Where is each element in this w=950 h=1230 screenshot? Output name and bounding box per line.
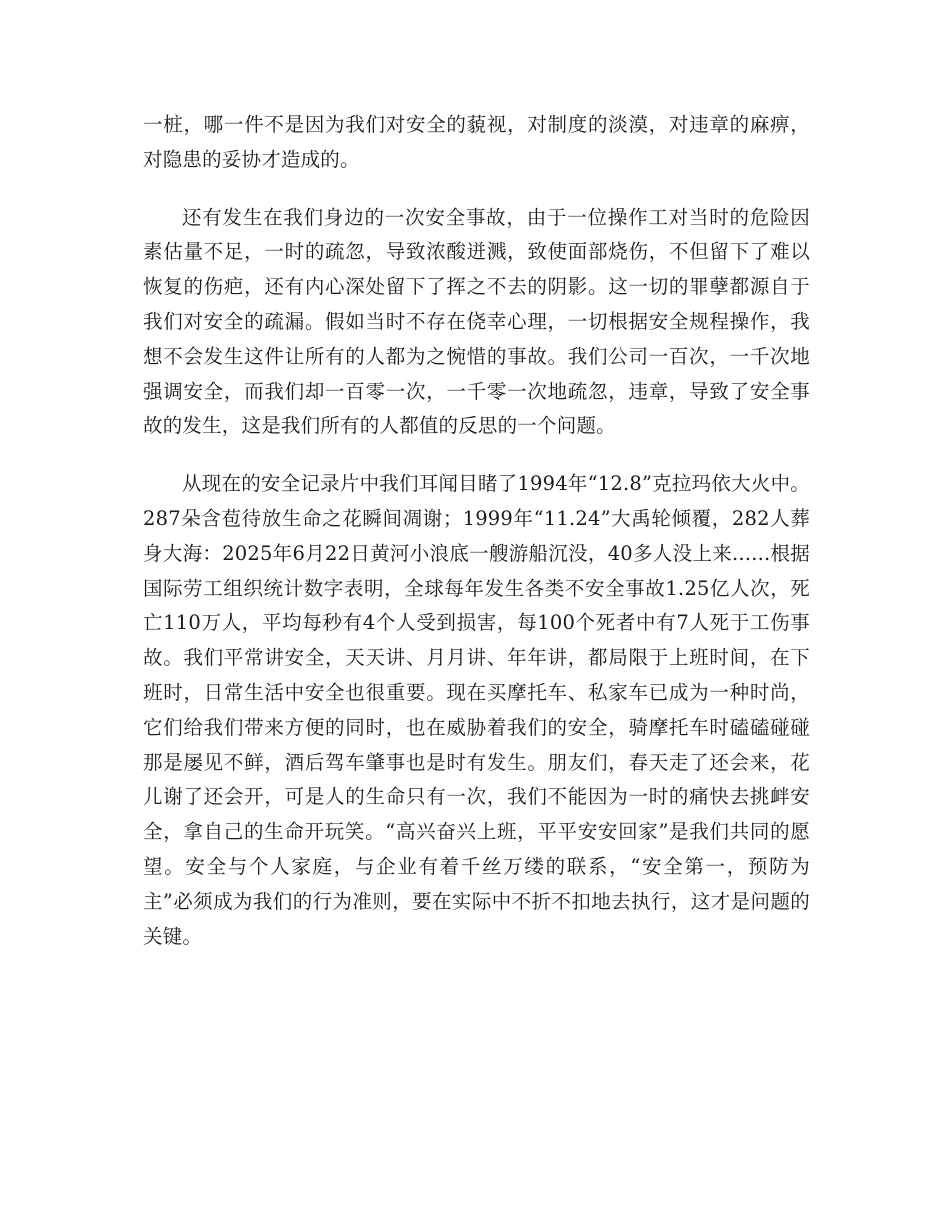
paragraph-gap [143, 444, 810, 467]
paragraph-accident-story: 还有发生在我们身边的一次安全事故，由于一位操作工对当时的危险因素估量不足，一时的疏忽，导致浓酸迸溅，致使面部烧伤，不但留下了难以恢复的伤疤，还有内心深处留下了挥之不去的阴影。这一切的罪孽都源自于我们对安全的疏漏。假如当时不存在侥幸心理，一切根据安全规程操作，我想不会发生这件让所有的人都为之惋惜的事故。我们公司一百次，一千次地强调安全，而我们却一百零一次，一千零一次地疏忽，违章，导致了安全事故的发生，这是我们所有的人都值的反思的一个问题。 [143, 205, 810, 438]
paragraph-continuation: 一桩，哪一件不是因为我们对安全的藐视，对制度的淡漠，对违章的麻痹，对隐患的妥协才造成的。 [143, 113, 810, 171]
paragraph-gap [143, 178, 810, 201]
paragraph-safety-records: 从现在的安全记录片中我们耳闻目睹了1994年“12.8”克拉玛依大火中。287朵含苞待放生命之花瞬间凋谢；1999年“11.24”大禹轮倾覆，282人葬身大海：2025年6月22日黄河小浪底一艘游船沉没，40多人没上来......根据国际劳工组织统计数字表明，全球每年发生各类不安全事故1.25亿人次，死亡110万人，平均每秒有4个人受到损害，每100个死者中有7人死于工伤事故。我们平常讲安全，天天讲、月月讲、年年讲，都局限于上班时间，在下班时，日常生活中安全也很重要。现在买摩托车、私家车已成为一种时尚，它们给我们带来方便的同时，也在威胁着我们的安全，骑摩托车时磕磕碰碰那是屡见不鲜，酒后驾车肇事也是时有发生。朋友们，春天走了还会来，花儿谢了还会开，可是人的生命只有一次，我们不能因为一时的痛快去挑衅安全，拿自己的生命开玩笑。“高兴奋兴上班，平平安安回家”是我们共同的愿望。安全与个人家庭，与企业有着千丝万缕的联系，“安全第一，预防为主”必须成为我们的行为准则，要在实际中不折不扣地去执行，这才是问题的关键。 [143, 472, 810, 948]
